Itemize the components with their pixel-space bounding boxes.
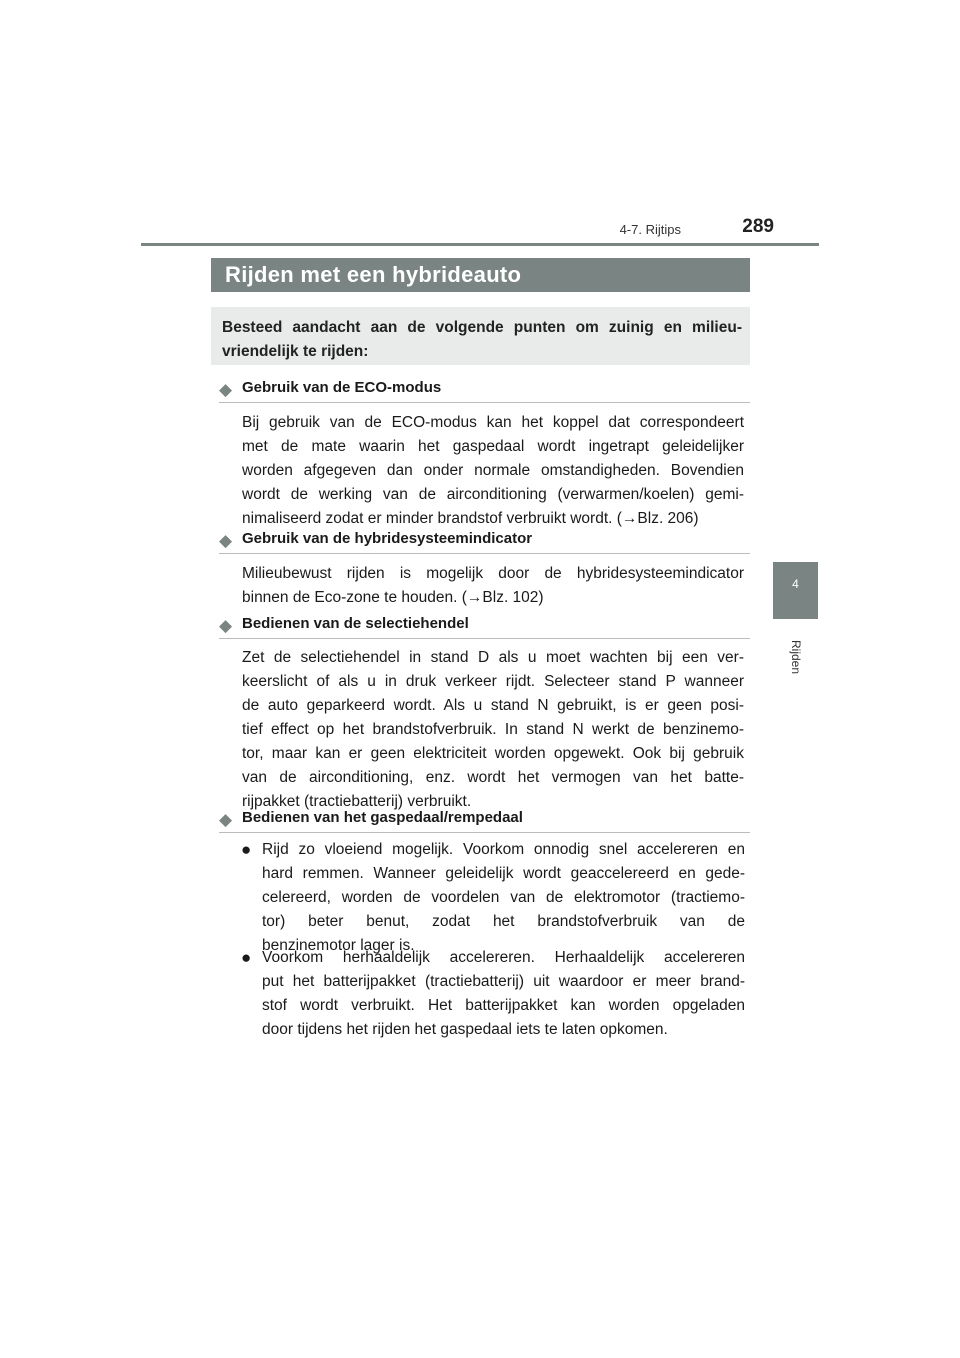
page-number: 289 <box>742 216 774 237</box>
text-line: worden afgegeven dan onder normale omstandigheden. Bovendien <box>242 462 744 479</box>
circle-bullet-icon: ● <box>241 840 252 859</box>
subheading-title: Gebruik van de ECO-modus <box>242 379 442 396</box>
subheading-gaspedaal-rempedaal <box>219 808 750 833</box>
chapter-tab-number: 4 <box>792 577 799 591</box>
text-line: stof wordt verbruikt. Het batterijpakket kan worden opgeladen <box>262 997 745 1014</box>
text-line: hard remmen. Wanneer geleidelijk wordt geaccelereerd en gede- <box>262 865 745 882</box>
subheading-title: Bedienen van het gaspedaal/rempedaal <box>242 809 523 826</box>
text-line: put het batterijpakket (tractiebatterij) uit waardoor er meer brand- <box>262 973 745 990</box>
chapter-tab-label: Rijden <box>789 639 803 675</box>
text-line: binnen de Eco-zone te houden. (→Blz. 102) <box>242 589 544 606</box>
paragraph-eco-modus <box>242 411 744 531</box>
subheading-hybridesysteemindicator <box>219 529 750 554</box>
diamond-icon: ◆ <box>219 380 233 399</box>
section-reference: 4-7. Rijtips <box>619 222 681 237</box>
text-line: Voorkom herhaaldelijk accelereren. Herhaaldelijk accelereren <box>262 949 745 966</box>
diamond-icon: ◆ <box>219 616 233 635</box>
bullet-item <box>262 838 745 958</box>
text-line: rijpakket (tractiebatterij) verbruikt. <box>242 793 472 810</box>
text-line: met de mate waarin het gaspedaal wordt ingetrapt geleidelijker <box>242 438 744 455</box>
bullet-item <box>262 946 745 1042</box>
text-line: Rijd zo vloeiend mogelijk. Voorkom onnodig snel accelereren en <box>262 841 745 858</box>
title-bar <box>211 258 750 292</box>
intro-box <box>211 307 750 365</box>
text-line: nimaliseerd zodat er minder brandstof verbruikt wordt. (→Blz. 206) <box>242 510 699 527</box>
text-line: benzinemotor lager is. <box>262 937 415 954</box>
paragraph-selectiehendel <box>242 646 744 814</box>
intro-text: Besteed aandacht aan de volgende punten om zuinig en milieu-vriendelijk te rijden: <box>222 319 742 360</box>
text-line: Milieubewust rijden is mogelijk door de hybridesysteemindicator <box>242 565 744 582</box>
subheading-title: Gebruik van de hybridesysteemindicator <box>242 530 533 547</box>
text-line: tief effect op het brandstofverbruik. In stand N werkt de benzinemo- <box>242 721 744 738</box>
text-line: keerslicht of als u in druk verkeer rijdt. Selecteer stand P wanneer <box>242 673 744 690</box>
text-line: Bij gebruik van de ECO-modus kan het koppel dat correspondeert <box>242 414 744 431</box>
header-divider <box>141 243 819 246</box>
paragraph-hybridesysteemindicator <box>242 562 744 610</box>
page-title: Rijden met een hybrideauto <box>225 262 522 287</box>
diamond-icon: ◆ <box>219 810 233 829</box>
text-line: tor) beter benut, zodat het brandstofverbruik van de <box>262 913 745 930</box>
subheading-eco-modus <box>219 378 750 403</box>
text-line: tor, maar kan er geen elektriciteit worden opgewekt. Ook bij gebruik <box>242 745 744 762</box>
diamond-icon: ◆ <box>219 531 233 550</box>
text-line: van de airconditioning, enz. wordt het vermogen van het batte- <box>242 769 744 786</box>
text-line: wordt de werking van de airconditioning (verwarmen/koelen) gemi- <box>242 486 744 503</box>
text-line: door tijdens het rijden het gaspedaal iets te laten opkomen. <box>262 1021 668 1038</box>
subheading-selectiehendel <box>219 614 750 639</box>
subheading-title: Bedienen van de selectiehendel <box>242 615 469 632</box>
text-line: celereerd, worden de voordelen van de elektromotor (tractiemo- <box>262 889 745 906</box>
circle-bullet-icon: ● <box>241 948 252 967</box>
text-line: de auto geparkeerd wordt. Als u stand N gebruikt, is er geen posi- <box>242 697 744 714</box>
text-line: Zet de selectiehendel in stand D als u moet wachten bij een ver- <box>242 649 744 666</box>
